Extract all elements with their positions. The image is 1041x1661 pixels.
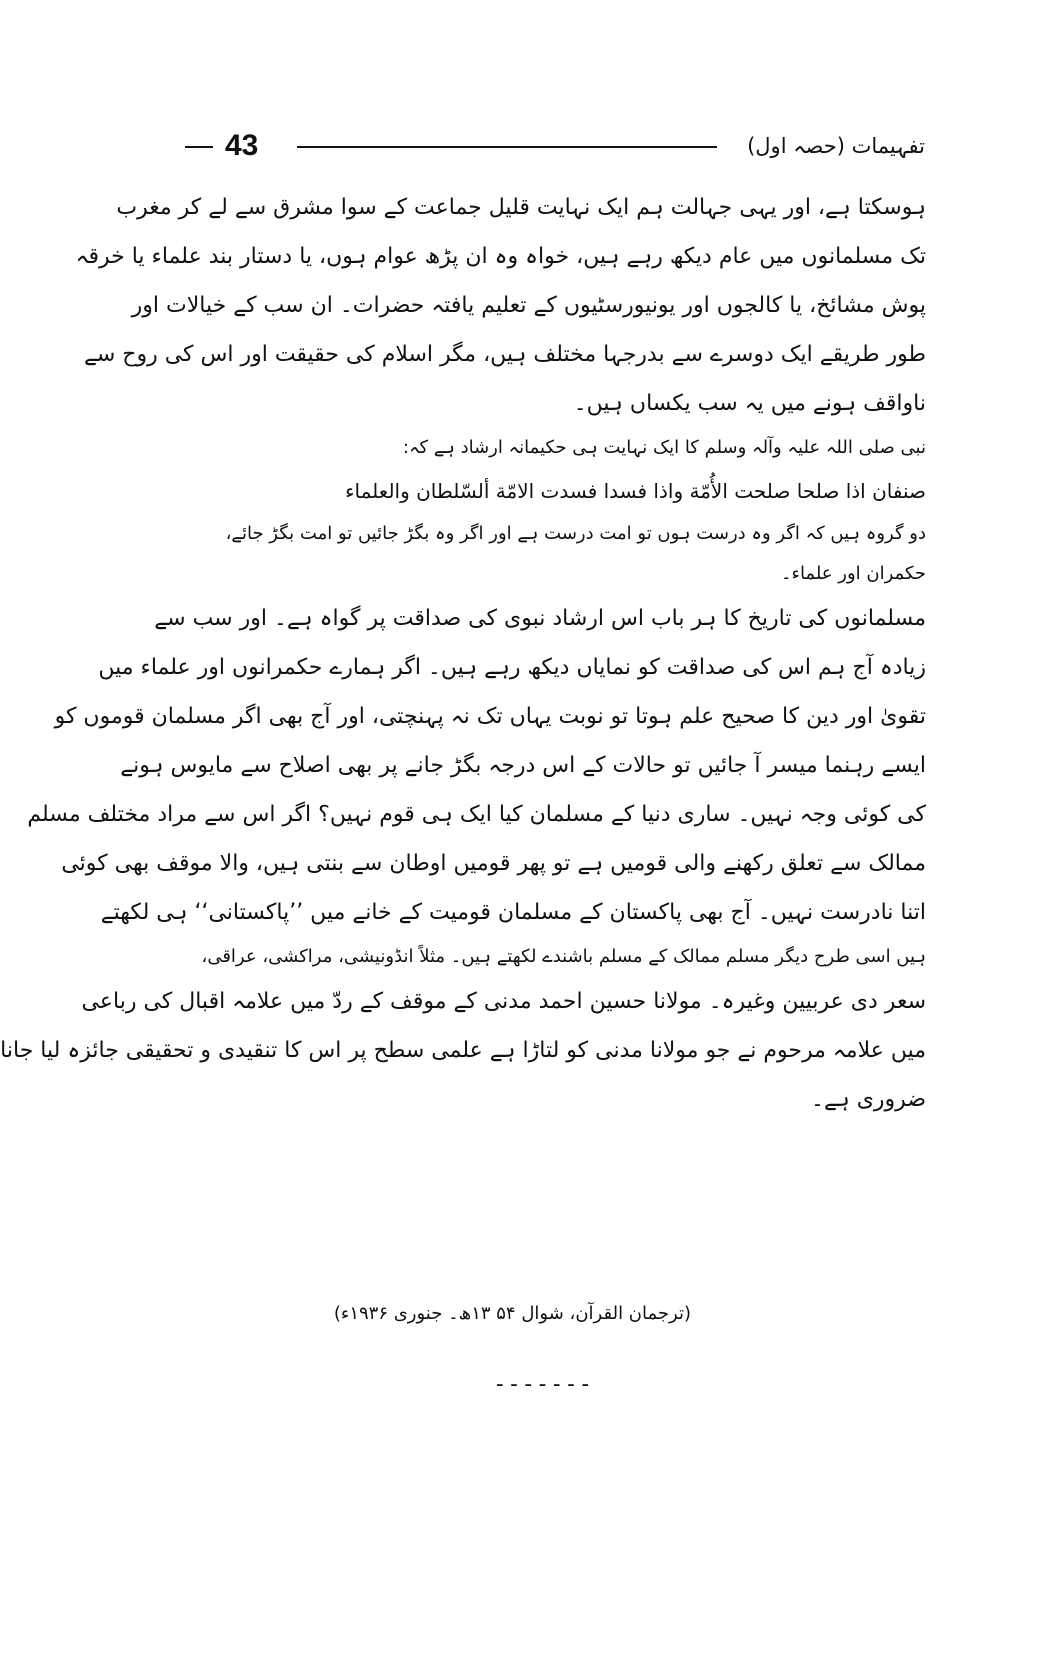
header-rule-left [185, 146, 213, 148]
body-text [0, 183, 926, 1124]
hadith-intro-line: نبی صلی اللہ علیہ وآلہ وسلم کا ایک نہایت ہی حکیمانہ ارشاد ہے کہ: [402, 437, 926, 458]
text-line: مسلمانوں کی تاریخ کا ہر باب اس ارشاد نبوی کی صداقت پر گواہ ہے۔ اور سب سے [154, 606, 926, 631]
text-line: ایسے رہنما میسر آ جائیں تو حالات کے اس درجہ بگڑ جانے پر بھی اصلاح سے مایوس ہونے [120, 753, 926, 778]
page-header [185, 126, 925, 166]
running-title: تفہیمات (حصہ اول) [747, 134, 925, 158]
text-line: سعر دی عربیین وغیرہ۔ مولانا حسین احمد مدنی کے موقف کے ردّ میں علامہ اقبال کی رباعی [81, 989, 926, 1014]
hadith-translation-line: دو گروہ ہیں کہ اگر وہ درست ہوں تو امت درست ہے اور اگر وہ بگڑ جائیں تو امت بگڑ جائے، [225, 523, 926, 544]
text-line: تک مسلمانوں میں عام دیکھ رہے ہیں، خواہ وہ ان پڑھ عوام ہوں، یا دستار بند علماء یا خرقہ [75, 244, 926, 269]
page-number: 43 [225, 129, 259, 162]
source-citation: (ترجمان القرآن، شوال ۵۴ ۱۳ھ۔ جنوری ۱۹۳۶ء) [333, 1303, 691, 1324]
hadith-translation-line: حکمران اور علماء۔ [780, 563, 926, 584]
text-line: میں علامہ مرحوم نے جو مولانا مدنی کو لتاڑا ہے علمی سطح پر اس کا تنقیدی و تحقیقی جائزہ لیا جانا [0, 1038, 926, 1063]
text-line: ناواقف ہونے میں یہ سب یکساں ہیں۔ [573, 391, 926, 416]
text-line: ممالک سے تعلق رکھنے والی قومیں ہے تو پھر قومیں اوطان سے بنتی ہیں، والا موقف بھی کوئی [61, 851, 926, 876]
text-line: پوش مشائخ، یا کالجوں اور یونیورسٹیوں کے تعلیم یافتہ حضرات۔ ان سب کے خیالات اور [131, 293, 926, 318]
end-mark: ------- [493, 1372, 593, 1397]
text-line: ہیں اسی طرح دیگر مسلم ممالک کے مسلم باشندے لکھتے ہیں۔ مثلاً انڈونیشی، مراکشی، عراقی، [201, 946, 926, 967]
hadith-arabic-line: صنفان اذا صلحا صلحت الأُمّة واذا فسدا فسدت الامّة ألسّلطان والعلماء [345, 479, 926, 503]
header-rule-middle [297, 146, 717, 148]
text-line: ہوسکتا ہے، اور یہی جہالت ہم ایک نہایت قلیل جماعت کے سوا مشرق سے لے کر مغرب [116, 195, 926, 220]
text-line: ضروری ہے۔ [811, 1087, 926, 1112]
text-line: اتنا نادرست نہیں۔ آج بھی پاکستان کے مسلمان قومیت کے خانے میں ’’پاکستانی‘‘ ہی لکھتے [100, 900, 926, 925]
text-line: زیادہ آج ہم اس کی صداقت کو نمایاں دیکھ رہے ہیں۔ اگر ہمارے حکمرانوں اور علماء میں [98, 655, 926, 680]
text-line: تقویٰ اور دین کا صحیح علم ہوتا تو نوبت یہاں تک نہ پہنچتی، اور آج بھی اگر مسلمان قوموں کو [54, 704, 926, 729]
text-line: کی کوئی وجہ نہیں۔ ساری دنیا کے مسلمان کیا ایک ہی قوم نہیں؟ اگر اس سے مراد مختلف مسلم [27, 802, 926, 827]
text-line: طور طریقے ایک دوسرے سے بدرجہا مختلف ہیں، مگر اسلام کی حقیقت اور اس کی روح سے [83, 342, 926, 367]
